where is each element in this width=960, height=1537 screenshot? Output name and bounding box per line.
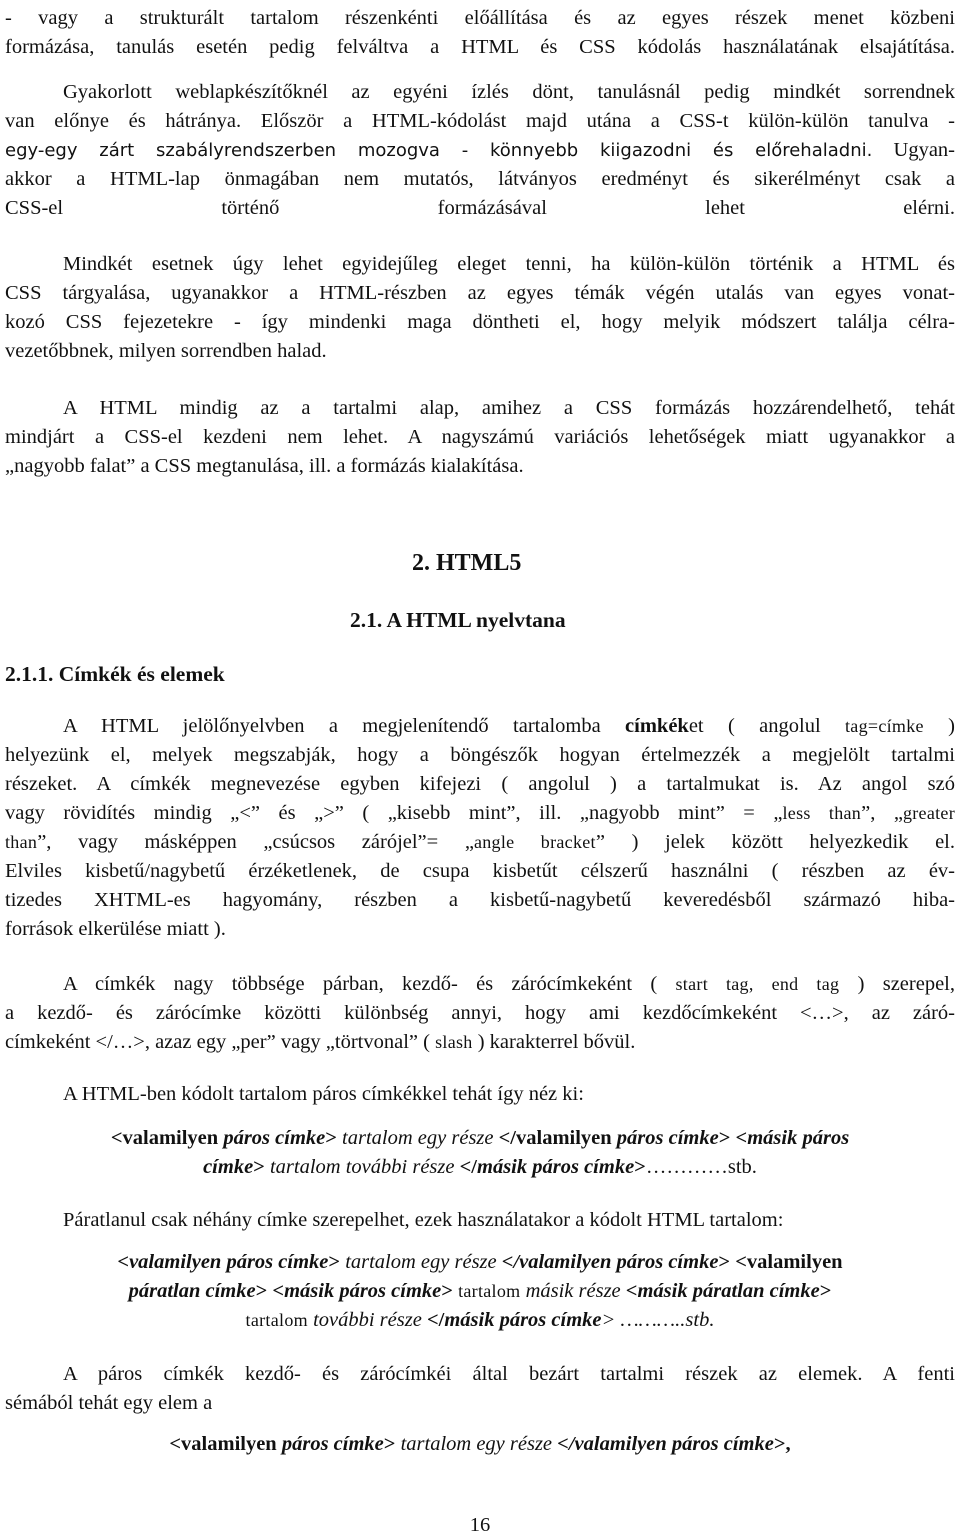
text-run: részeket. [5, 773, 97, 795]
text-line: Gyakorlott weblapkészítőknél az egyéni ízlés dönt, tanulásnál pedig mindkét sorrendnek [63, 81, 955, 103]
text-run: ”, vagy másképpen „csúcsos zárójel”= „ [37, 831, 474, 853]
text-run: tartalom egy része [345, 1251, 497, 1273]
text-line: formázása, tanulás esetén pedig felváltva a HTML és CSS kódolás használatának elsajátítása. [5, 36, 955, 58]
text-line: helyezünk el, melyek megszabják, hogy a böngészők hogyan értelmezzék a megjelölt tartalmi [5, 744, 955, 766]
text-line: kozó CSS fejezetekre - így mindenki maga döntheti el, hogy melyik módszert találja célra- [5, 311, 955, 333]
code-example-paros [5, 1124, 955, 1182]
text-line: a kezdő- és zárócímke közötti különbség annyi, hogy ami kezdőcímkeként <…>, az záró- [5, 1002, 955, 1024]
text-line [5, 828, 955, 857]
text-run: greater [902, 803, 955, 823]
text-line [5, 107, 955, 136]
text-run: másik része [520, 1280, 621, 1302]
paragraph-paros [5, 970, 955, 1057]
text-run: A HTML jelölőnyelvben a megjelenítendő tartalomba [63, 715, 626, 737]
text-run: ”, „ [861, 802, 903, 824]
text-run: > <valamilyen [718, 1251, 843, 1273]
text-line [5, 799, 955, 828]
text-run: > [634, 1156, 646, 1178]
text-run: et ( angolul [688, 715, 845, 737]
text-run: címke [203, 1156, 254, 1178]
page-number: 16 [469, 1514, 491, 1536]
text-line: CSS tárgyalása, ugyanakkor a HTML-részben az egyes témák végén utalás van egyes vonat- [5, 282, 955, 304]
text-line [5, 970, 955, 999]
text-line: - vagy a strukturált tartalom részenkénti előállítása és az egyes részek menet közbeni [5, 7, 955, 29]
text-run: > [383, 1433, 401, 1455]
text-run: angle bracket [473, 832, 596, 852]
heading-subsection: 2.1.1. Címkék és elemek [5, 662, 225, 686]
paragraph-kodolt [5, 1080, 955, 1109]
text-run: than [5, 832, 38, 852]
text-run: > < [718, 1127, 748, 1149]
text-run: </valamilyen páros címke [496, 1251, 719, 1273]
text-line [5, 136, 955, 165]
text-run: további része [307, 1309, 422, 1331]
text-run: páros címke [616, 1127, 719, 1149]
text-line [5, 1028, 955, 1057]
text-run: start tag, end tag [675, 974, 840, 994]
text-line [5, 770, 955, 799]
text-run: Ugyan- [872, 139, 956, 161]
text-run: <valamilyen [169, 1433, 282, 1455]
text-line: akkor a HTML-lap önmagában nem mutatós, látványos eredményt és sikerélményt csak a [5, 168, 955, 190]
paragraph-intro [5, 4, 955, 62]
paragraph-cimkek [5, 712, 955, 944]
text-run: tag=címke [845, 716, 924, 736]
text-line [5, 1153, 955, 1182]
paragraph-paratlan [5, 1206, 955, 1235]
text-line [5, 423, 955, 452]
text-line [5, 712, 955, 741]
text-run: másik páratlan címke [637, 1280, 820, 1302]
text-line: CSS-el történő formázásával lehet elérni. [5, 197, 955, 219]
text-run: > [253, 1156, 270, 1178]
text-run: > [328, 1251, 346, 1273]
text-line: források elkerülése miatt ). [5, 918, 226, 940]
text-run: mindjárt a CSS-el kezdeni nem lehet. [5, 426, 408, 448]
text-run: …………stb. [645, 1156, 757, 1178]
text-run: tartalom [245, 1310, 308, 1330]
text-line: „nagyobb falat” a CSS megtanulása, ill. a formázás kialakítása. [5, 455, 524, 477]
text-run: > [325, 1127, 343, 1149]
text-run: A címkék megnevezése egyben kifejezi ( angolul ) a tartalmukat is. [96, 773, 799, 795]
text-line [5, 1306, 955, 1335]
text-line [5, 1124, 955, 1153]
paragraph-elem [5, 1360, 955, 1418]
text-line: A páros címkék kezdő- és zárócímkéi által bezárt tartalmi részek az elemek. A fenti [63, 1363, 955, 1385]
text-run: címkék [625, 715, 689, 737]
text-run: ) szerepel, [839, 973, 955, 995]
text-line [5, 1277, 955, 1306]
text-run: < [620, 1280, 638, 1302]
text-run: páratlan címke [128, 1280, 256, 1302]
code-example-paratlan [5, 1248, 955, 1335]
text-run: Először a HTML-kódolást majd utána a CSS-t külön-külön tanulva - [260, 110, 955, 132]
text-run: tartalom [458, 1281, 521, 1301]
text-run: egy-egy zárt szabályrendszerben mozogva - könnyebb kiigazodni és előrehaladni. [5, 140, 873, 161]
text-run: másik páros címke [477, 1156, 635, 1178]
text-run: >, [773, 1433, 791, 1455]
text-run: </ [454, 1156, 477, 1178]
text-line: sémából tehát egy elem a [5, 1392, 213, 1414]
text-run: > ………..stb. [601, 1309, 715, 1331]
text-run: A nagyszámú variációs lehetőségek miatt ugyanakkor a [407, 426, 955, 448]
text-run: páros címke [281, 1433, 384, 1455]
text-run: ) karakterrel bővül. [472, 1031, 636, 1053]
text-run: másik páros [747, 1127, 850, 1149]
text-line: A HTML mindig az a tartalmi alap, amihez a CSS formázás hozzárendelhető, tehát [63, 397, 955, 419]
text-run: Az angol szó [798, 773, 956, 795]
paragraph-gyakorlott [5, 78, 955, 223]
text-line: vezetőbbnek, milyen sorrendben halad. [5, 340, 327, 362]
code-example-elem [5, 1430, 955, 1459]
text-run: </valamilyen páros címke [552, 1433, 774, 1455]
text-run: > [819, 1280, 832, 1302]
text-run: címkeként </…>, azaz egy „per” vagy „törtvonal” ( [5, 1031, 436, 1053]
text-run: ” ) jelek között helyezkedik el. [595, 831, 955, 853]
text-line: Páratlanul csak néhány címke szerepelhet, ezek használatakor a kódolt HTML tartalom: [63, 1209, 784, 1231]
heading-section: 2.1. A HTML nyelvtana [350, 608, 566, 632]
text-run: vagy rövidítés mindig „<” és „>” ( „kisebb mint”, ill. „nagyobb mint” = „ [5, 802, 783, 824]
text-run: <valamilyen [110, 1127, 224, 1149]
text-run: A címkék nagy többsége párban, kezdő- és zárócímkeként ( [63, 973, 676, 995]
text-run: > < [255, 1280, 285, 1302]
paragraph-alap [5, 394, 955, 481]
text-run: tartalom egy része [400, 1433, 553, 1455]
text-line: tizedes XHTML-es hagyomány, részben a kisbetű-nagybetű keveredésből származó hiba- [5, 889, 955, 911]
text-run: van előnye és hátránya. [5, 110, 261, 132]
text-run: <valamilyen páros címke [117, 1251, 329, 1273]
text-run: </valamilyen [493, 1127, 617, 1149]
text-line [5, 1430, 955, 1459]
text-run: másik páros címke [444, 1309, 602, 1331]
text-line: Elviles kisbetű/nagybetű érzéketlenek, de csupa kisbetűt célszerű használni ( részben az év- [5, 860, 955, 882]
text-run: slash [435, 1032, 473, 1052]
text-run: másik páros címke [284, 1280, 442, 1302]
text-line: Mindkét esetnek úgy lehet egyidejűleg eleget tenni, ha külön-külön történik a HTML és [63, 253, 955, 275]
text-run: </ [421, 1309, 445, 1331]
text-run: less than [782, 803, 862, 823]
text-run: tartalom egy része [342, 1127, 494, 1149]
paragraph-mindket [5, 250, 955, 366]
text-line: A HTML-ben kódolt tartalom páros címkékkel tehát így néz ki: [63, 1083, 584, 1105]
heading-chapter: 2. HTML5 [412, 550, 522, 576]
text-run: ) [923, 715, 956, 737]
text-run: páros címke [223, 1127, 326, 1149]
text-run: > [441, 1280, 459, 1302]
text-run: tartalom további része [269, 1156, 455, 1178]
text-line [5, 1248, 955, 1277]
